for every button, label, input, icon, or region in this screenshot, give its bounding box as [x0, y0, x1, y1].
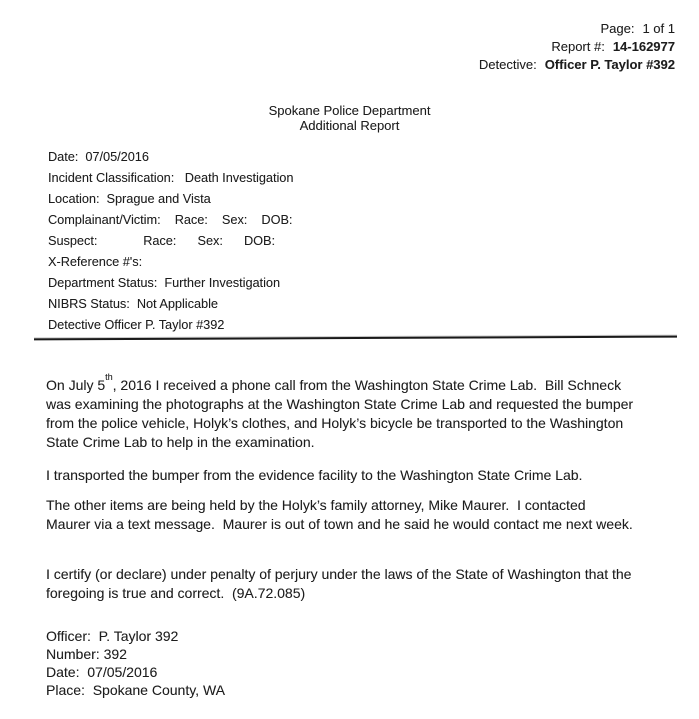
page-value: 1 of 1 — [642, 21, 675, 36]
report-number-value: 14-162977 — [612, 39, 675, 54]
signature-number: Number: 392 — [46, 646, 127, 662]
header-page-row — [479, 20, 675, 38]
field-x-reference: X-Reference #'s: — [48, 255, 143, 269]
signature-place: Place: Spokane County, WA — [46, 682, 225, 698]
field-suspect: Suspect: Race: Sex: DOB: — [48, 234, 276, 248]
text-line: On July 5th, 2016 I received a phone call from the Washington State Crime Lab. Bill Schneck — [46, 371, 622, 393]
report-title — [0, 103, 699, 133]
text-line: I certify (or declare) under penalty of perjury under the laws of the State of Washington that the — [46, 566, 632, 582]
field-location: Location: Sprague and Vista — [48, 192, 211, 206]
text-line: The other items are being held by the Holyk’s family attorney, Mike Maurer. I contacted — [46, 497, 586, 513]
paragraph-3 — [46, 496, 633, 534]
field-date: Date: 07/05/2016 — [48, 150, 149, 164]
page-label: Page: — [600, 21, 635, 36]
signature-date: Date: 07/05/2016 — [46, 664, 158, 680]
paragraph-certification — [46, 565, 633, 603]
field-incident-classification: Incident Classification: Death Investigation — [48, 171, 294, 185]
field-detective-officer: Detective Officer P. Taylor #392 — [48, 318, 225, 332]
paragraph-1 — [46, 371, 634, 452]
text-line: foregoing is true and correct. (9A.72.085) — [46, 585, 306, 601]
field-department-status: Department Status: Further Investigation — [48, 276, 281, 290]
text-line: was examining the photographs at the Washington State Crime Lab and requested the bumper — [46, 396, 634, 412]
field-nibrs-status: NIBRS Status: Not Applicable — [48, 297, 218, 311]
signature-block — [46, 627, 225, 699]
text-line: from the police vehicle, Holyk’s clothes, and Holyk’s bicycle be transported to the Washington — [46, 415, 624, 431]
divider-line — [34, 336, 677, 341]
paragraph-2 — [46, 466, 633, 485]
report-number-label: Report #: — [551, 39, 605, 54]
signature-officer: Officer: P. Taylor 392 — [46, 628, 179, 644]
header-detective-row — [479, 56, 675, 74]
field-complainant-victim: Complainant/Victim: Race: Sex: DOB: — [48, 213, 293, 227]
narrative-body — [46, 371, 634, 603]
ordinal-superscript: th — [105, 371, 113, 382]
detective-value: Officer P. Taylor #392 — [544, 57, 675, 72]
department-name: Spokane Police Department — [268, 103, 431, 118]
report-type: Additional Report — [299, 118, 400, 133]
text-line: Maurer via a text message. Maurer is out of town and he said he would contact me next week. — [46, 516, 633, 532]
detective-label: Detective: — [478, 57, 537, 72]
header-report-row — [479, 38, 675, 56]
text-line: State Crime Lab to help in the examination. — [46, 434, 315, 450]
case-fields — [48, 147, 293, 336]
text-line: I transported the bumper from the evidence facility to the Washington State Crime Lab. — [46, 467, 583, 483]
report-header — [479, 20, 675, 74]
